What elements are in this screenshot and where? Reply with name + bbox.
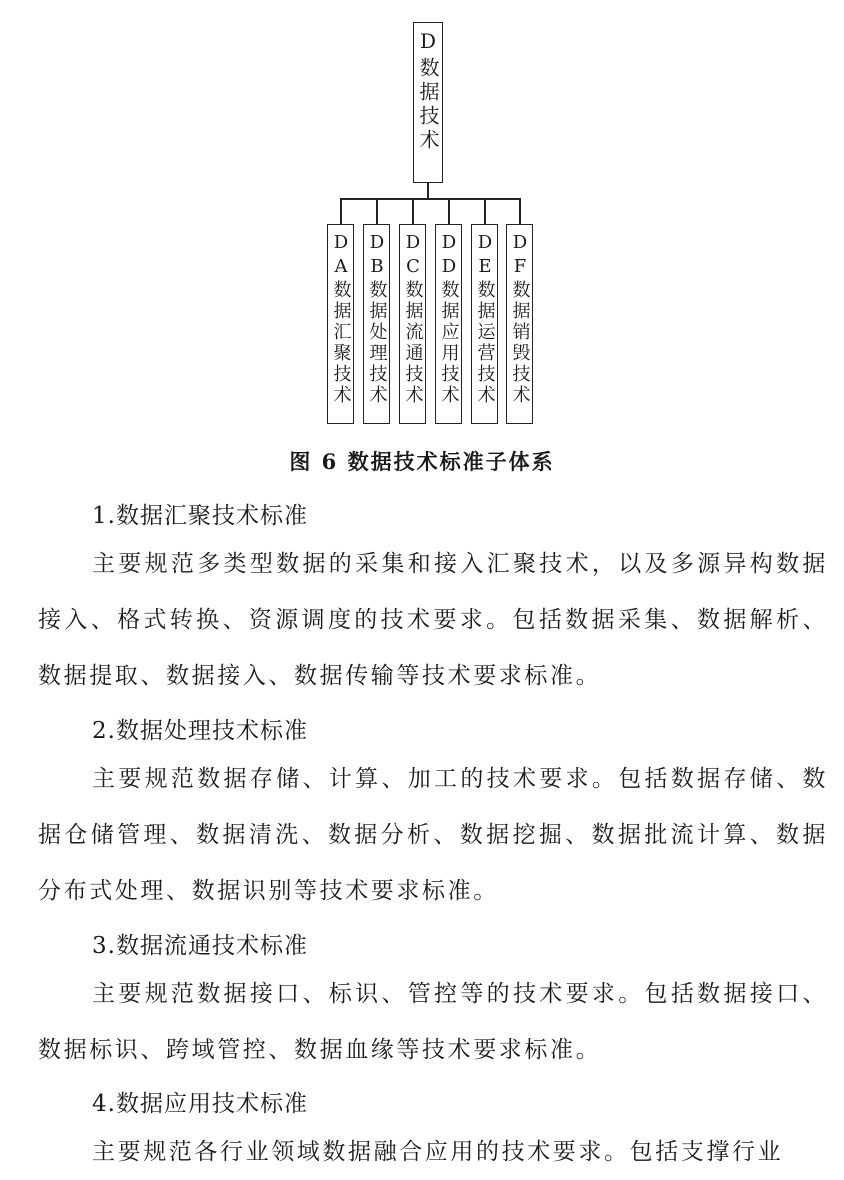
section-body-3: 主要规范数据接口、标识、管控等的技术要求。包括数据接口、数据标识、跨域管控、数据血缘等技术要求标准。 <box>38 981 828 1063</box>
child-node-dd-box <box>435 224 462 424</box>
section-heading-4: 4.数据应用技术标准 <box>92 1091 308 1117</box>
root-connector-line <box>427 183 429 199</box>
child-node-db-label: DB数据处理技术 <box>366 232 388 406</box>
section-body-4: 主要规范各行业领域数据融合应用的技术要求。包括支撑行业 <box>92 1139 784 1165</box>
child-connector-line-da <box>340 198 342 224</box>
child-connector-line-db <box>376 198 378 224</box>
child-node-de-box <box>471 224 498 424</box>
section-body-2: 主要规范数据存储、计算、加工的技术要求。包括数据存储、数据仓储管理、数据清洗、数据分析、数据挖掘、数据批流计算、数据分布式处理、数据识别等技术要求标准。 <box>38 766 828 904</box>
child-node-db-box <box>363 224 390 424</box>
section-heading-3: 3.数据流通技术标准 <box>92 933 308 959</box>
child-node-dc-label: DC数据流通技术 <box>402 232 424 406</box>
child-connector-line-dc <box>412 198 414 224</box>
child-node-dd-label: DD数据应用技术 <box>438 232 460 406</box>
horizontal-connector-line <box>340 198 520 200</box>
child-node-df-label: DF数据销毁技术 <box>509 232 531 406</box>
child-node-de-label: DE数据运营技术 <box>474 232 496 406</box>
section-body-1: 主要规范多类型数据的采集和接入汇聚技术，以及多源异构数据接入、格式转换、资源调度的技术要求。包括数据采集、数据解析、数据提取、数据接入、数据传输等技术要求标准。 <box>38 551 828 689</box>
section-heading-2: 2.数据处理技术标准 <box>92 718 308 744</box>
root-node-box <box>413 22 443 183</box>
child-node-da-box <box>327 224 354 424</box>
child-connector-line-dd <box>448 198 450 224</box>
tech-standard-diagram <box>0 0 844 430</box>
child-connector-line-df <box>519 198 521 224</box>
child-node-df-box <box>506 224 533 424</box>
child-node-dc-box <box>399 224 426 424</box>
root-node-label: D数据技术 <box>416 29 440 153</box>
child-connector-line-de <box>484 198 486 224</box>
figure-caption: 图 6 数据技术标准子体系 <box>289 449 555 474</box>
section-heading-1: 1.数据汇聚技术标准 <box>92 503 308 529</box>
child-node-da-label: DA数据汇聚技术 <box>330 232 352 406</box>
